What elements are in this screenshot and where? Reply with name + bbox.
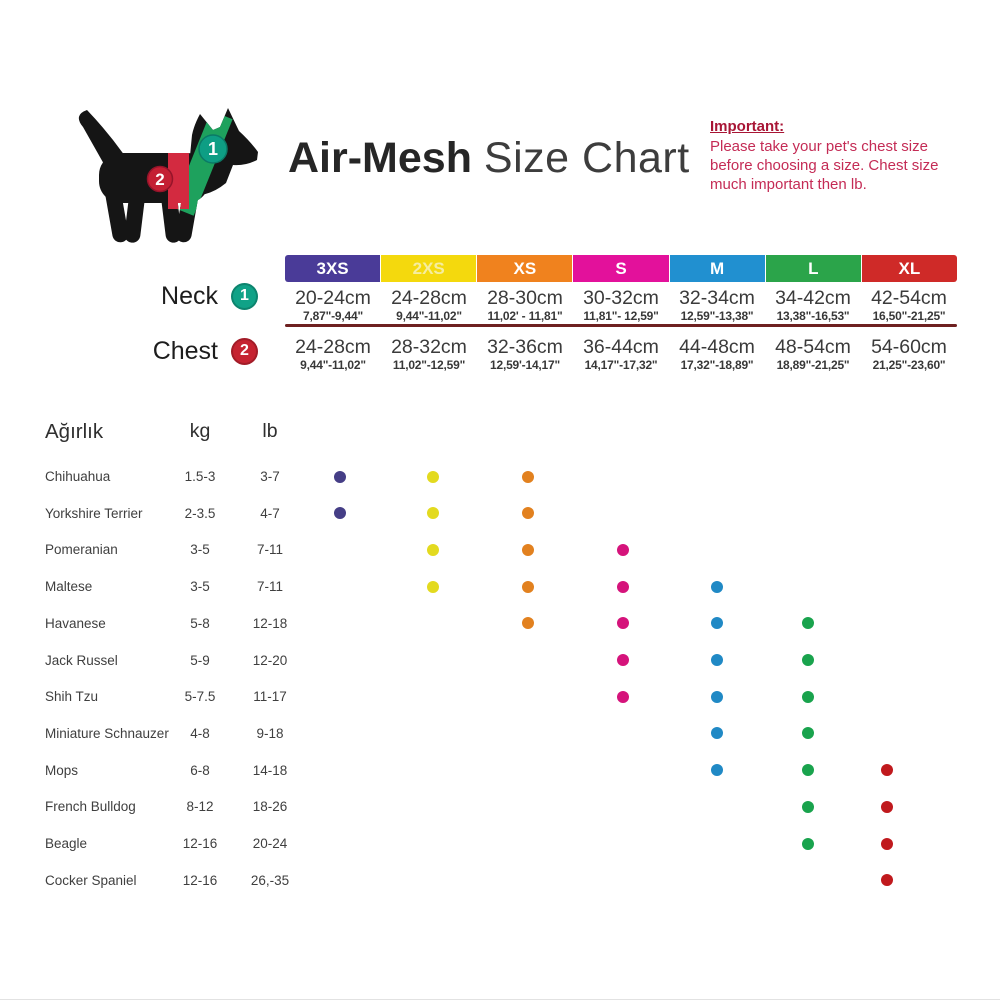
size-dot-l	[802, 764, 814, 776]
chest-marker-number: 2	[155, 170, 165, 189]
value-inch: 11,02"-12,59"	[392, 358, 466, 372]
chest-cell-l	[765, 336, 861, 373]
breed-row	[0, 715, 1000, 752]
breed-row	[0, 788, 1000, 825]
value-inch: 11,02' - 11,81"	[487, 309, 563, 323]
value-cm: 48-54cm	[775, 336, 851, 358]
breed-kg-value: 12-16	[182, 836, 218, 851]
breed-name: Beagle	[45, 836, 88, 851]
size-header-m: M	[670, 255, 766, 282]
size-dot-l	[802, 727, 814, 739]
breed-kg-value: 8-12	[186, 799, 214, 815]
size-dot-m	[711, 617, 723, 629]
size-dot-xs	[522, 471, 534, 483]
size-dot-s	[617, 581, 629, 593]
size-dot-2xs	[427, 507, 439, 519]
size-dot-2xs	[427, 581, 439, 593]
chest-cell-3xs	[285, 336, 381, 373]
size-dot-m	[711, 654, 723, 666]
size-header-s: S	[573, 255, 669, 282]
value-inch: 16,50"-21,25"	[872, 309, 946, 323]
size-dot-l	[802, 801, 814, 813]
breed-row	[0, 605, 1000, 642]
breed-name: French Bulldog	[45, 799, 136, 815]
breed-row	[0, 531, 1000, 568]
size-dot-2xs	[427, 471, 439, 483]
breed-lb-value: 9-18	[256, 725, 284, 741]
page-title	[288, 134, 690, 183]
dog-silhouette-icon	[70, 103, 262, 253]
size-dot-l	[802, 838, 814, 850]
size-dot-xs	[522, 507, 534, 519]
size-header-l: L	[766, 255, 862, 282]
breed-name: Chihuahua	[45, 469, 111, 484]
neck-cell-3xs	[285, 287, 381, 324]
important-body: Please take your pet's chest size before choosing a size. Chest size much important then lb.	[710, 138, 939, 193]
breed-lb-value: 12-20	[252, 652, 288, 668]
value-inch: 17,32"-18,89"	[680, 358, 754, 372]
breed-table	[0, 458, 1000, 918]
breed-lb-value: 18-26	[252, 799, 288, 815]
dog-logo	[70, 103, 262, 253]
weight-column-header: Ağırlık	[45, 420, 104, 443]
size-dot-m	[711, 691, 723, 703]
value-inch: 9,44"-11,02"	[300, 358, 366, 372]
size-dot-xs	[522, 581, 534, 593]
chest-label: Chest	[152, 336, 218, 365]
size-dot-l	[802, 654, 814, 666]
size-table	[285, 255, 957, 385]
breed-name: Jack Russel	[45, 652, 118, 668]
breed-lb-value: 14-18	[252, 762, 288, 778]
neck-cell-l	[765, 287, 861, 324]
size-dot-m	[711, 764, 723, 776]
breed-lb-value: 3-7	[260, 469, 280, 484]
value-inch: 21,25"-23,60"	[872, 358, 946, 372]
chest-cell-2xs	[381, 336, 477, 373]
page-title-suffix: Size Chart	[483, 134, 690, 182]
breed-kg-value: 12-16	[182, 872, 218, 888]
breed-name: Pomeranian	[45, 542, 118, 558]
value-inch: 7,87"-9,44"	[303, 309, 363, 323]
breed-row	[0, 458, 1000, 495]
size-dot-xl	[881, 801, 893, 813]
chest-cell-xs	[477, 336, 573, 373]
breed-kg-value: 5-8	[190, 615, 210, 631]
size-dot-m	[711, 581, 723, 593]
breed-row	[0, 825, 1000, 862]
breed-row	[0, 495, 1000, 532]
size-dot-2xs	[427, 544, 439, 556]
chest-cell-m	[669, 336, 765, 373]
breed-lb-value: 12-18	[252, 615, 288, 631]
size-dot-3xs	[334, 507, 346, 519]
value-cm: 30-32cm	[583, 287, 659, 309]
value-cm: 24-28cm	[391, 287, 467, 309]
neck-cell-2xs	[381, 287, 477, 324]
breed-kg-value: 5-9	[190, 652, 210, 668]
chest-number-badge: 2	[231, 338, 258, 365]
kg-column-header: kg	[189, 420, 211, 442]
size-header-xl: XL	[862, 255, 957, 282]
size-dot-m	[711, 727, 723, 739]
important-note	[710, 118, 966, 194]
breed-row	[0, 862, 1000, 899]
breed-name: Maltese	[45, 579, 93, 595]
breed-kg-value: 2-3.5	[184, 505, 216, 521]
value-inch: 12,59"-13,38"	[680, 309, 754, 323]
neck-values-row	[285, 287, 957, 324]
size-dot-s	[617, 617, 629, 629]
lb-column-header: lb	[262, 420, 278, 442]
neck-number-badge: 1	[231, 283, 258, 310]
table-divider	[285, 324, 957, 327]
breed-name: Havanese	[45, 615, 106, 631]
value-cm: 32-36cm	[487, 336, 563, 358]
size-dot-s	[617, 691, 629, 703]
breed-row	[0, 568, 1000, 605]
size-dot-l	[802, 617, 814, 629]
breed-lb-value: 7-11	[256, 579, 284, 595]
important-heading: Important:	[710, 118, 785, 135]
breed-lb-value: 11-17	[253, 689, 287, 705]
size-dot-xl	[881, 874, 893, 886]
value-inch: 9,44"-11,02"	[396, 309, 462, 323]
neck-cell-s	[573, 287, 669, 324]
breed-kg-value: 3-5	[190, 542, 210, 558]
breed-kg-value: 6-8	[190, 762, 210, 778]
size-dot-xs	[522, 544, 534, 556]
size-header-xs: XS	[477, 255, 573, 282]
value-cm: 32-34cm	[679, 287, 755, 309]
value-cm: 20-24cm	[295, 287, 371, 309]
breed-name: Shih Tzu	[45, 689, 99, 705]
breed-kg-value: 3-5	[190, 579, 210, 595]
neck-cell-xs	[477, 287, 573, 324]
breed-kg-value: 5-7.5	[184, 689, 216, 705]
breed-lb-value: 7-11	[256, 542, 284, 558]
value-inch: 12,59'-14,17"	[490, 358, 560, 372]
chest-cell-xl	[861, 336, 957, 373]
value-inch: 11,81"- 12,59"	[583, 309, 659, 323]
breed-lb-value: 4-7	[260, 505, 280, 521]
breed-lb-value: 20-24	[252, 836, 288, 851]
neck-cell-xl	[861, 287, 957, 324]
size-dot-3xs	[334, 471, 346, 483]
breed-row	[0, 642, 1000, 679]
value-inch: 14,17"-17,32"	[584, 358, 658, 372]
neck-label: Neck	[161, 281, 218, 310]
breed-name: Cocker Spaniel	[45, 872, 137, 888]
neck-label-row	[0, 281, 258, 311]
size-dot-xl	[881, 838, 893, 850]
chest-cell-s	[573, 336, 669, 373]
value-inch: 18,89"-21,25"	[776, 358, 850, 372]
neck-cell-m	[669, 287, 765, 324]
value-cm: 34-42cm	[775, 287, 851, 309]
breed-lb-value: 26,-35	[250, 872, 290, 888]
breed-table-header	[0, 420, 1000, 450]
value-inch: 13,38"-16,53"	[776, 309, 850, 323]
value-cm: 36-44cm	[583, 336, 659, 358]
value-cm: 44-48cm	[679, 336, 755, 358]
breed-kg-value: 4-8	[190, 725, 210, 741]
size-header-3xs: 3XS	[285, 255, 381, 282]
breed-name: Miniature Schnauzer	[45, 725, 169, 741]
breed-row	[0, 678, 1000, 715]
breed-name: Mops	[45, 762, 79, 778]
size-header-2xs: 2XS	[381, 255, 477, 282]
neck-marker-number: 1	[207, 139, 219, 159]
size-dot-s	[617, 654, 629, 666]
size-header-row	[285, 255, 957, 282]
size-dot-xs	[522, 617, 534, 629]
value-cm: 28-30cm	[487, 287, 563, 309]
size-dot-xl	[881, 764, 893, 776]
value-cm: 54-60cm	[871, 336, 947, 358]
value-cm: 24-28cm	[295, 336, 371, 358]
size-dot-s	[617, 544, 629, 556]
breed-kg-value: 1.5-3	[184, 469, 216, 484]
size-dot-l	[802, 691, 814, 703]
page-title-brand: Air-Mesh	[288, 134, 472, 182]
breed-name: Yorkshire Terrier	[45, 505, 143, 521]
value-cm: 42-54cm	[871, 287, 947, 309]
chest-values-row	[285, 336, 957, 373]
breed-row	[0, 752, 1000, 789]
value-cm: 28-32cm	[391, 336, 467, 358]
chest-label-row	[0, 336, 258, 366]
